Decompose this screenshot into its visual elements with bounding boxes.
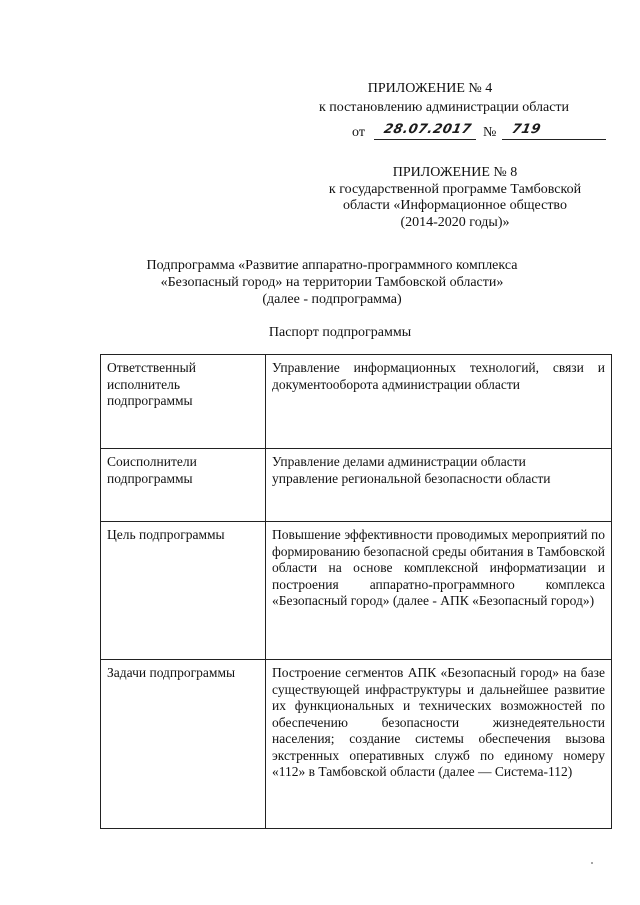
annex-8-title: ПРИЛОЖЕНИЕ № 8 [392,165,518,180]
row-value-cell: Построение сегментов АПК «Безопасный город» на базе существующей инфраструктуры и дальнейшее развитие их функциональных и технических возможностей по обеспечению безопасности жизнедеятельности населения; создание системы обеспечения вызова экстренных оперативных служб по единому номеру «112» в Тамбовской области (далее — Система-112) [266,660,612,829]
row-label-line: исполнитель [107,376,180,392]
row-label-cell [101,449,266,522]
handwritten-date: 28.07.2017 [382,122,473,137]
subprogram-line-2: «Безопасный город» на территории Тамбовской области» [160,275,504,290]
row-label-line: подпрограммы [107,470,193,486]
resolution-reference [300,122,610,142]
annex-8-line-2: области «Информационное общество [343,198,567,213]
scan-speck [591,862,593,864]
annex-8-block [290,165,620,231]
table-row [101,355,612,449]
row-label-line: Ответственный [107,360,196,375]
date-underline [374,139,476,140]
passport-title: Паспорт подпрограммы [268,325,412,340]
row-value-line: Управление делами администрации области [272,454,526,469]
row-label-line: Цель подпрограммы [107,527,225,542]
number-underline [502,139,606,140]
handwritten-number: 719 [510,122,543,137]
row-label-cell [101,355,266,449]
table-row [101,660,612,829]
table-row [101,449,612,522]
row-value-cell: Повышение эффективности проводимых мероприятий по формированию безопасной среды обитания в Тамбовской области на основе комплексной информатизации и построения аппаратно-программного комплекса «Безопасный город» (далее - АПК «Безопасный город») [266,522,612,660]
from-label: от [352,125,365,140]
annex-8-line-1: к государственной программе Тамбовской [328,181,582,197]
row-value-cell: Управление информационных технологий, связи и документооборота администрации области [266,355,612,449]
annex-4-resolution-line: к постановлению администрации области [318,100,570,115]
table-row [101,522,612,660]
row-label-cell [101,522,266,660]
row-value-line: управление региональной безопасности области [272,470,551,486]
row-label-cell [101,660,266,829]
number-label: № [483,125,497,140]
row-label-line: Соисполнители [107,454,197,469]
annex-8-line-3: (2014-2020 годы)» [400,214,510,230]
row-value-cell [266,449,612,522]
subprogram-line-3: (далее - подпрограмма) [262,292,402,307]
row-label-line: Задачи подпрограммы [107,665,236,680]
row-label-line: подпрограммы [107,393,193,408]
subprogram-line-1: Подпрограмма «Развитие аппаратно-программного комплекса [146,258,518,273]
passport-table [100,354,612,829]
subprogram-heading [112,257,552,308]
annex-4-title: ПРИЛОЖЕНИЕ № 4 [367,81,493,96]
